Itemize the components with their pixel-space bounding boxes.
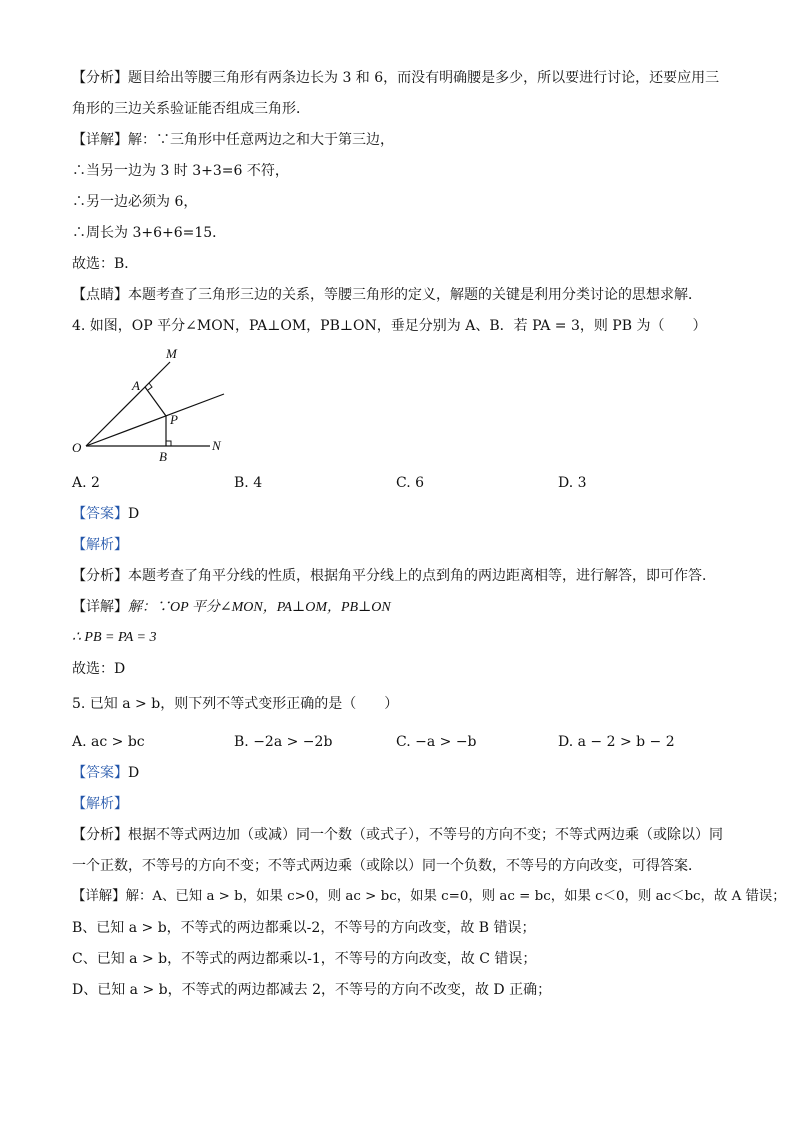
analysis-tag: 【分析】: [72, 70, 128, 86]
q4-detail-line-1: [72, 597, 754, 618]
detail-tag: 【详解】: [72, 889, 126, 904]
right-angle-mark-b: [166, 441, 171, 446]
q3-choice: 故选：B．: [72, 256, 139, 272]
q5-detail-line-1: [72, 887, 786, 907]
detail-text: 解：∵OP 平分∠MON，PA⊥OM，PB⊥ON: [128, 600, 391, 615]
q4-choice: 故选：D: [72, 661, 126, 677]
q4-option-c[interactable]: C. 6: [396, 475, 425, 491]
q5-detail-line-3: C、已知 a > b，不等式的两边都乘以-1，不等号的方向改变，故 C 错误；: [72, 951, 537, 967]
label-p: P: [170, 412, 178, 427]
q4-option-d[interactable]: D. 3: [558, 475, 587, 491]
q5-analysis-line-1: [72, 825, 754, 845]
analysis-tag: 【分析】: [72, 568, 128, 584]
q5-answer-line: [72, 763, 754, 783]
label-o: O: [72, 440, 82, 455]
q4-stem: 4. 如图，OP 平分∠MON，PA⊥OM，PB⊥ON，垂足分别为 A、B．若 PA = 3，则 PB 为（ ）: [72, 318, 707, 334]
analysis-tag: 【分析】: [72, 827, 128, 843]
q5-option-d[interactable]: D. a − 2 > b − 2: [558, 734, 675, 750]
q5-option-a[interactable]: A. ac > bc: [72, 734, 145, 750]
label-n: N: [212, 438, 221, 453]
q5-jiexi-tag: 【解析】: [72, 796, 128, 812]
q5-analysis-line-2: 一个正数，不等号的方向不变；不等式两边乘（或除以）同一个负数，不等号的方向改变，可得答案．: [72, 858, 702, 874]
q4-jiexi-tag: 【解析】: [72, 537, 128, 553]
detail-text: 解：∵三角形中任意两边之和大于第三边，: [128, 132, 394, 148]
detail-text: 解：A、已知 a > b，如果 c>0，则 ac > bc，如果 c=0，则 ac = bc，如果 c＜0，则 ac＜bc，故 A 错误；: [125, 889, 786, 904]
q5-option-b[interactable]: B. −2a > −2b: [234, 734, 333, 750]
label-m: M: [166, 346, 177, 361]
comment-tag: 【点睛】: [72, 287, 128, 303]
comment-text: 本题考查了三角形三边的关系，等腰三角形的定义，解题的关键是利用分类讨论的思想求解．: [128, 287, 702, 303]
answer-value: D: [128, 506, 140, 522]
q5-detail-line-4: D、已知 a > b，不等式的两边都减去 2，不等号的方向不改变，故 D 正确；: [72, 982, 552, 998]
q4-geometry-figure: [62, 342, 242, 466]
detail-tag: 【详解】: [72, 132, 128, 148]
q3-detail-line-3: ∴另一边必须为 6，: [72, 194, 198, 210]
q3-detail-line-4: ∴周长为 3+6+6=15．: [72, 225, 227, 241]
q4-detail-line-2: ∴ PB = PA = 3: [72, 630, 157, 645]
q3-detail-line-1: [72, 130, 754, 150]
analysis-text: 根据不等式两边加（或减）同一个数（或式子），不等号的方向不变；不等式两边乘（或除以）同: [128, 827, 723, 843]
detail-tag: 【详解】: [72, 599, 128, 615]
answer-tag: 【答案】: [72, 765, 128, 781]
q3-analysis-line-2: 角形的三边关系验证能否组成三角形．: [72, 101, 310, 117]
q5-option-c[interactable]: C. −a > −b: [396, 734, 477, 750]
q4-answer-line: [72, 504, 754, 524]
answer-value: D: [128, 765, 140, 781]
answer-tag: 【答案】: [72, 506, 128, 522]
analysis-text: 本题考查了角平分线的性质，根据角平分线上的点到角的两边距离相等，进行解答，即可作答．: [128, 568, 716, 584]
q3-detail-line-2: ∴当另一边为 3 时 3+3=6 不符，: [72, 163, 289, 179]
label-a: A: [132, 378, 140, 393]
q3-analysis-line-1: [72, 68, 754, 88]
segment-pa: [145, 387, 166, 416]
q4-option-b[interactable]: B. 4: [234, 475, 263, 491]
q5-detail-line-2: B、已知 a > b，不等式的两边都乘以-2，不等号的方向改变，故 B 错误；: [72, 920, 536, 936]
analysis-text: 题目给出等腰三角形有两条边长为 3 和 6，而没有明确腰是多少，所以要进行讨论，还要应用三: [128, 70, 720, 86]
label-b: B: [159, 449, 167, 464]
q3-comment-line: [72, 285, 754, 305]
q4-analysis-line: [72, 566, 754, 586]
q4-option-a[interactable]: A. 2: [72, 475, 100, 491]
q5-stem: 5. 已知 a > b，则下列不等式变形正确的是（ ）: [72, 696, 399, 712]
